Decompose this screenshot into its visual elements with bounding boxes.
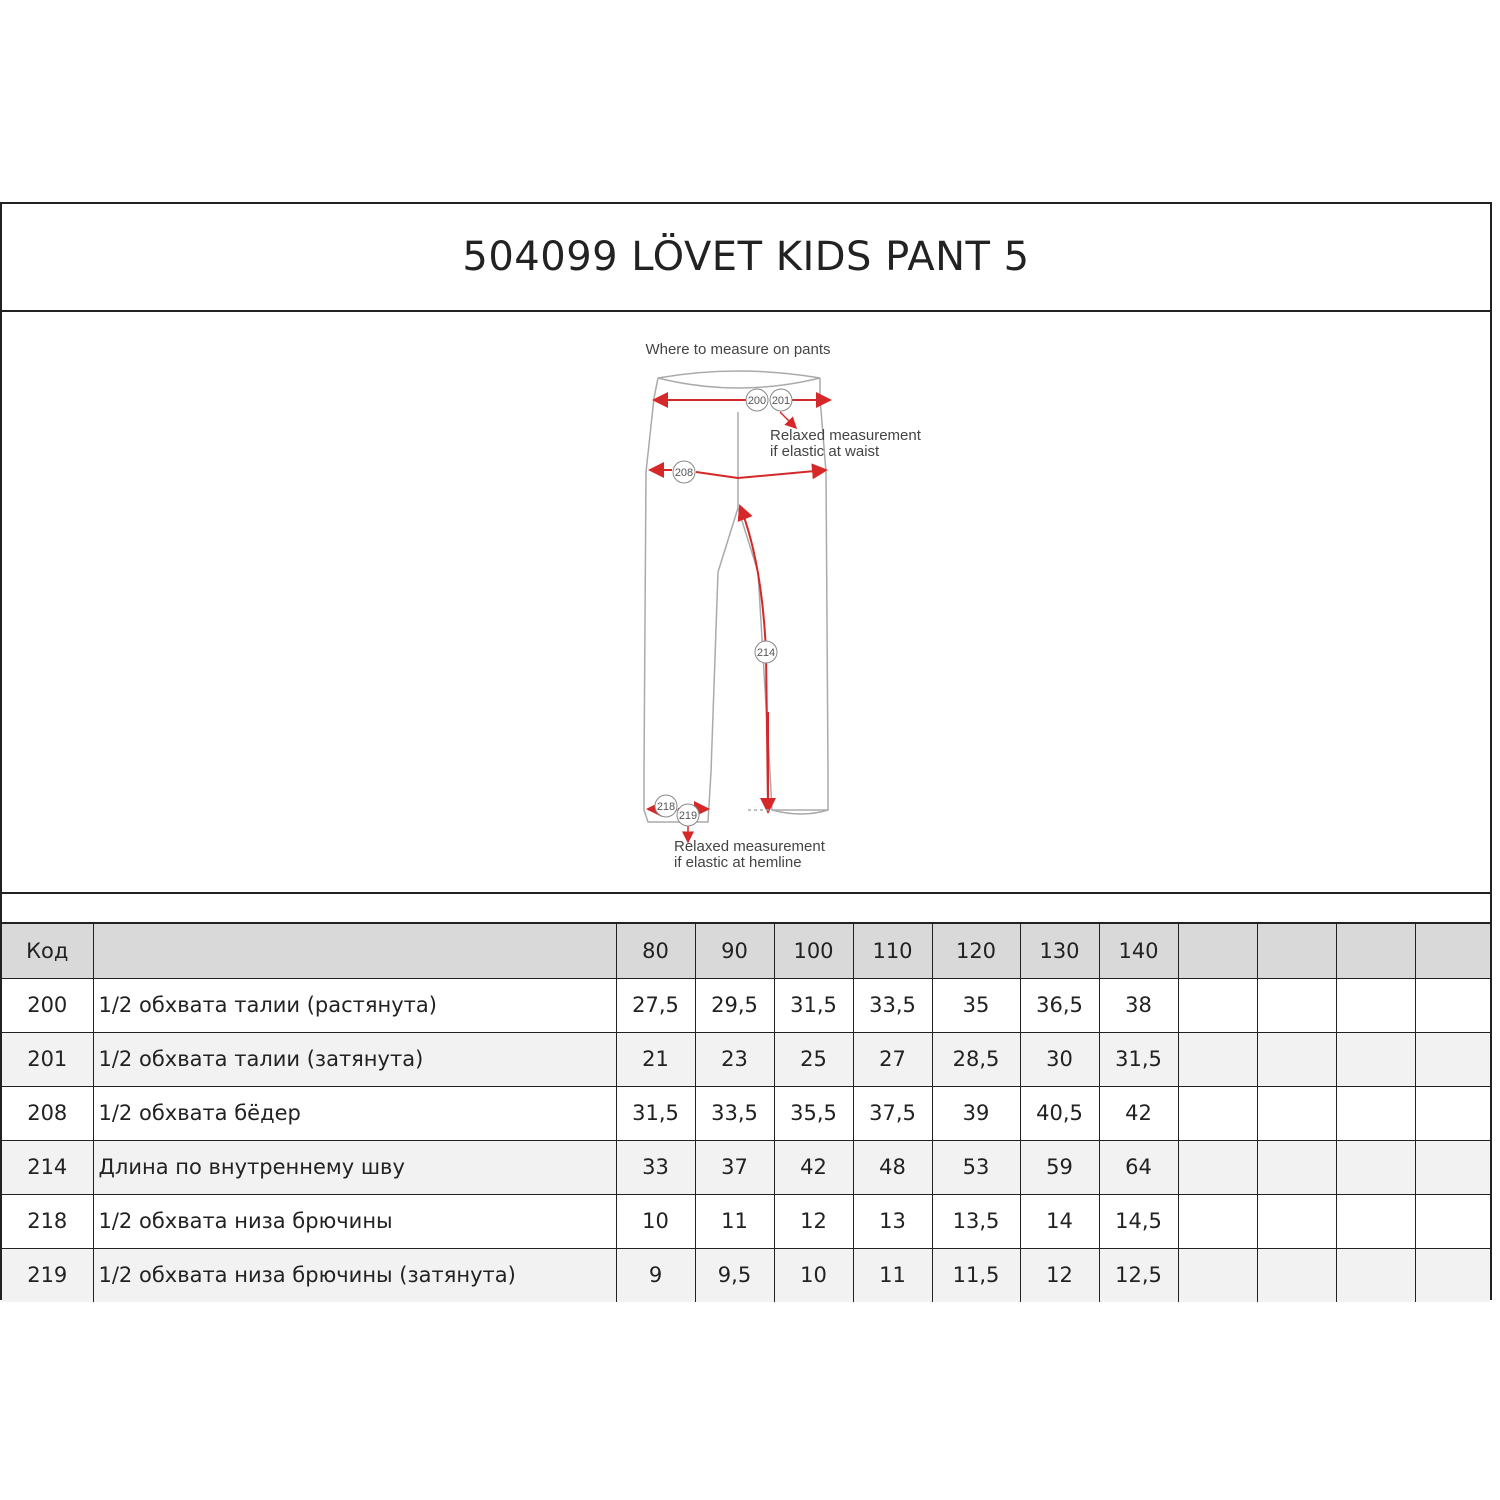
cell-value (1336, 1032, 1415, 1086)
cell-value (1336, 1194, 1415, 1248)
marker-219-label: 219 (678, 810, 698, 822)
cell-description: 1/2 обхвата талии (затянута) (93, 1032, 616, 1086)
cell-value: 48 (853, 1140, 932, 1194)
cell-description: 1/2 обхвата талии (растянута) (93, 978, 616, 1032)
cell-value: 27,5 (616, 978, 695, 1032)
table-header-row (2, 924, 1490, 978)
cell-value: 9 (616, 1248, 695, 1302)
cell-value (1415, 1194, 1490, 1248)
product-title: 504099 LÖVET KIDS PANT 5 (462, 234, 1030, 280)
cell-value: 29,5 (695, 978, 774, 1032)
cell-value: 33 (616, 1140, 695, 1194)
cell-value: 13,5 (932, 1194, 1020, 1248)
table-row (2, 1194, 1490, 1248)
cell-value: 21 (616, 1032, 695, 1086)
cell-value: 10 (616, 1194, 695, 1248)
cell-value: 31,5 (774, 978, 853, 1032)
header-size: 100 (774, 924, 853, 978)
cell-code: 218 (2, 1194, 93, 1248)
cell-value: 13 (853, 1194, 932, 1248)
cell-code: 201 (2, 1032, 93, 1086)
cell-value: 9,5 (695, 1248, 774, 1302)
cell-value: 23 (695, 1032, 774, 1086)
cell-value (1257, 1032, 1336, 1086)
cell-value (1257, 1140, 1336, 1194)
cell-value: 11 (853, 1248, 932, 1302)
cell-value: 35,5 (774, 1086, 853, 1140)
cell-value: 31,5 (616, 1086, 695, 1140)
diagram-heading: Where to measure on pants (645, 341, 831, 358)
header-code: Код (2, 924, 93, 978)
cell-code: 219 (2, 1248, 93, 1302)
cell-code: 214 (2, 1140, 93, 1194)
cell-value: 27 (853, 1032, 932, 1086)
cell-value: 37,5 (853, 1086, 932, 1140)
header-size (1178, 924, 1257, 978)
cell-value: 12,5 (1099, 1248, 1178, 1302)
cell-value: 10 (774, 1248, 853, 1302)
cell-value (1257, 1248, 1336, 1302)
header-size (1415, 924, 1490, 978)
waist-note-pointer (780, 412, 796, 428)
cell-value: 35 (932, 978, 1020, 1032)
cell-value (1415, 1140, 1490, 1194)
cell-value (1178, 1086, 1257, 1140)
cell-description: 1/2 обхвата низа брючины (затянута) (93, 1248, 616, 1302)
marker-200-label: 200 (747, 395, 767, 407)
cell-value (1178, 1140, 1257, 1194)
cell-value (1336, 1248, 1415, 1302)
cell-value: 11,5 (932, 1248, 1020, 1302)
table-row (2, 1032, 1490, 1086)
cell-value (1178, 1194, 1257, 1248)
header-size: 130 (1020, 924, 1099, 978)
header-size: 90 (695, 924, 774, 978)
table-row (2, 1086, 1490, 1140)
cell-value: 42 (1099, 1086, 1178, 1140)
cell-value: 37 (695, 1140, 774, 1194)
cell-value: 12 (1020, 1248, 1099, 1302)
cell-value: 40,5 (1020, 1086, 1099, 1140)
spacer-row (2, 894, 1490, 924)
marker-218-label: 218 (656, 801, 676, 813)
cell-value: 53 (932, 1140, 1020, 1194)
cell-value: 28,5 (932, 1032, 1020, 1086)
cell-value: 39 (932, 1086, 1020, 1140)
hip-arrow-mid (696, 472, 738, 478)
cell-value (1178, 1248, 1257, 1302)
size-chart-sheet (0, 202, 1492, 1300)
cell-value (1336, 978, 1415, 1032)
cell-value: 31,5 (1099, 1032, 1178, 1086)
cell-value: 14,5 (1099, 1194, 1178, 1248)
cell-description: 1/2 обхвата низа брючины (93, 1194, 616, 1248)
hem-note-line2: if elastic at hemline (674, 854, 802, 871)
cell-value: 25 (774, 1032, 853, 1086)
pants-diagram-svg (2, 312, 1490, 892)
measurement-diagram (2, 312, 1490, 894)
marker-208-label: 208 (674, 467, 694, 479)
header-size: 140 (1099, 924, 1178, 978)
cell-value: 42 (774, 1140, 853, 1194)
cell-value: 14 (1020, 1194, 1099, 1248)
hem-note-line1: Relaxed measurement (674, 838, 825, 855)
header-desc (93, 924, 616, 978)
header-size: 120 (932, 924, 1020, 978)
cell-value: 33,5 (695, 1086, 774, 1140)
cell-code: 200 (2, 978, 93, 1032)
cell-value (1415, 1032, 1490, 1086)
header-size: 80 (616, 924, 695, 978)
cell-value (1415, 1248, 1490, 1302)
cell-value: 30 (1020, 1032, 1099, 1086)
cell-value (1415, 978, 1490, 1032)
cell-description: Длина по внутреннему шву (93, 1140, 616, 1194)
header-size: 110 (853, 924, 932, 978)
cell-value (1178, 1032, 1257, 1086)
cell-value: 36,5 (1020, 978, 1099, 1032)
size-table-body (2, 924, 1490, 1302)
cell-description: 1/2 обхвата бёдер (93, 1086, 616, 1140)
table-row (2, 978, 1490, 1032)
cell-value (1178, 978, 1257, 1032)
cell-value (1336, 1086, 1415, 1140)
hip-arrow-right (738, 470, 826, 478)
cell-value: 59 (1020, 1140, 1099, 1194)
cell-value (1415, 1086, 1490, 1140)
cell-value: 38 (1099, 978, 1178, 1032)
header-size (1336, 924, 1415, 978)
cell-value: 64 (1099, 1140, 1178, 1194)
table-row (2, 1248, 1490, 1302)
cell-value: 11 (695, 1194, 774, 1248)
cell-value (1257, 1086, 1336, 1140)
waist-note-line2: if elastic at waist (770, 443, 880, 460)
cell-value: 33,5 (853, 978, 932, 1032)
size-table (2, 924, 1490, 1302)
header-size (1257, 924, 1336, 978)
title-row (2, 204, 1490, 312)
marker-214-label: 214 (756, 647, 776, 659)
cell-code: 208 (2, 1086, 93, 1140)
table-row (2, 1140, 1490, 1194)
marker-201-label: 201 (771, 395, 791, 407)
cell-value (1257, 1194, 1336, 1248)
waist-note-line1: Relaxed measurement (770, 427, 921, 444)
cell-value (1257, 978, 1336, 1032)
cell-value: 12 (774, 1194, 853, 1248)
cell-value (1336, 1140, 1415, 1194)
